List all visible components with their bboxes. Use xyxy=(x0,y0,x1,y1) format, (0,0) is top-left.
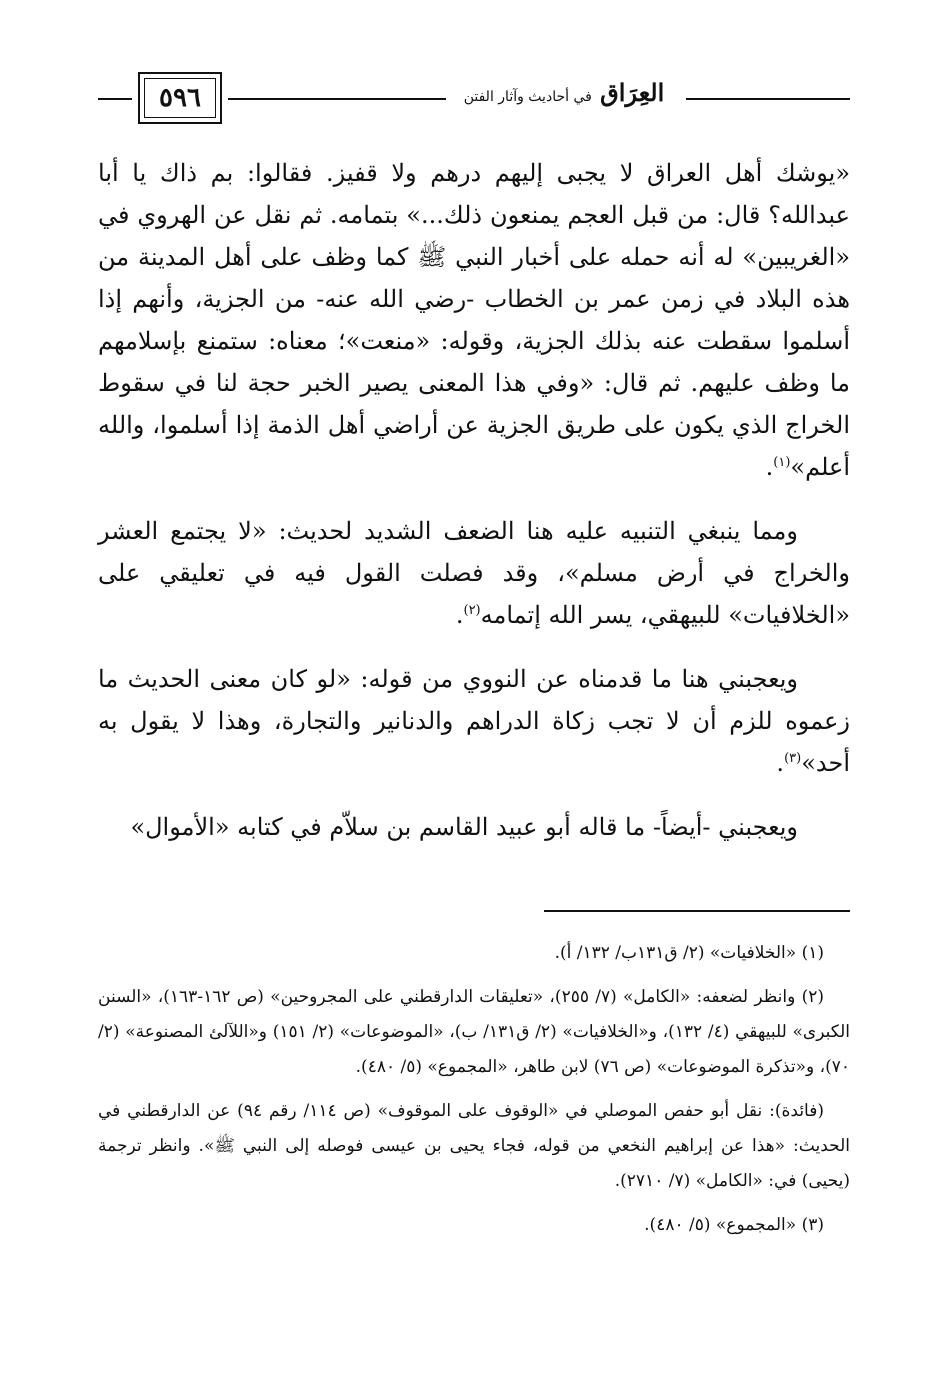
header-rule-left xyxy=(98,98,132,100)
footnotes xyxy=(98,936,850,1252)
page-header xyxy=(98,72,850,132)
footnote-separator xyxy=(544,910,850,912)
footnote: (٢) وانظر لضعفه: «الكامل» (٧/ ٢٥٥)، «تعليقات الدارقطني على المجروحين» (ص ١٦٢-١٦٣)، «السنن الكبرى» للبيهقي (٤/ ١٣٢)، و«الخلافيات» (٢/ ق١٣١/ ب)، «الموضوعات» (٢/ ١٥١) و«اللآلئ المصنوعة» (٢/ ٧٠)، و«تذكرة الموضوعات» (ص ٧٦) لابن طاهر، «المجموع» (٥/ ٤٨٠). xyxy=(98,987,850,1077)
paragraph: ويعجبني -أيضاً- ما قاله أبو عبيد القاسم بن سلاّم في كتابه «الأموال» xyxy=(130,813,798,841)
header-rule-right xyxy=(686,98,850,100)
book-title-main: العِرَاق xyxy=(600,78,665,107)
main-text xyxy=(98,152,850,870)
book-title-subtitle: في أحاديث وآثار الفتن xyxy=(463,89,592,105)
paragraph: ومما ينبغي التنبيه عليه هنا الضعف الشديد لحديث: «لا يجتمع العشر والخراج في أرض مسلم»، وقد فصلت القول فيه في تعليقي على «الخلافيات» للبيهقي، يسر الله إتمامه$^{(٢)}$. xyxy=(98,517,850,629)
footnote: (١) «الخلافيات» (٢/ ق١٣١ب/ ١٣٢/ أ). xyxy=(554,943,824,963)
page-number: ٥٩٦ xyxy=(144,78,216,118)
book-title xyxy=(448,78,680,118)
footnote-ref[interactable]: (٣) xyxy=(784,751,802,766)
footnote: (٣) «المجموع» (٥/ ٤٨٠). xyxy=(644,1215,824,1235)
paragraph: ويعجبني هنا ما قدمناه عن النووي من قوله: «لو كان معنى الحديث ما زعموه للزم أن لا تجب زكاة الدراهم والدنانير والتجارة، وهذا لا يقول به أحد»$^{(٣)}$. xyxy=(98,665,850,777)
page-number-box xyxy=(138,72,222,124)
footnote: (فائدة): نقل أبو حفص الموصلي في «الوقوف على الموقوف» (ص ١١٤/ رقم ٩٤) عن الدارقطني في الحديث: «هذا عن إبراهيم النخعي من قوله، فجاء يحيى بن عيسى فوصله إلى النبي ﷺ». وانظر ترجمة (يحيى) في: «الكامل» (٧/ ٢٧١٠). xyxy=(98,1101,850,1191)
footnote-ref[interactable]: (١) xyxy=(773,455,791,470)
footnote-ref[interactable]: (٢) xyxy=(463,603,481,618)
paragraph: «يوشك أهل العراق لا يجبى إليهم درهم ولا قفيز. فقالوا: بم ذاك يا أبا عبدالله؟ قال: من قبل العجم يمنعون ذلك...» بتمامه. ثم نقل عن الهروي في «الغريبين» له أنه حمله على أخبار النبي ﷺ كما وظف على أهل المدينة من هذه البلاد في زمن عمر بن الخطاب -رضي الله عنه- من الجزية، وأنهم إذا أسلموا سقطت عنه بذلك الجزية، وقوله: «منعت»؛ معناه: ستمنع بإسلامهم ما وظف عليهم. ثم قال: «وفي هذا المعنى يصير الخبر حجة لنا في سقوط الخراج الذي يكون على طريق الجزية عن أراضي أهل الذمة إذا أسلموا، والله أعلم»$^{(١)}$. xyxy=(98,159,850,481)
header-rule-middle xyxy=(228,98,446,100)
